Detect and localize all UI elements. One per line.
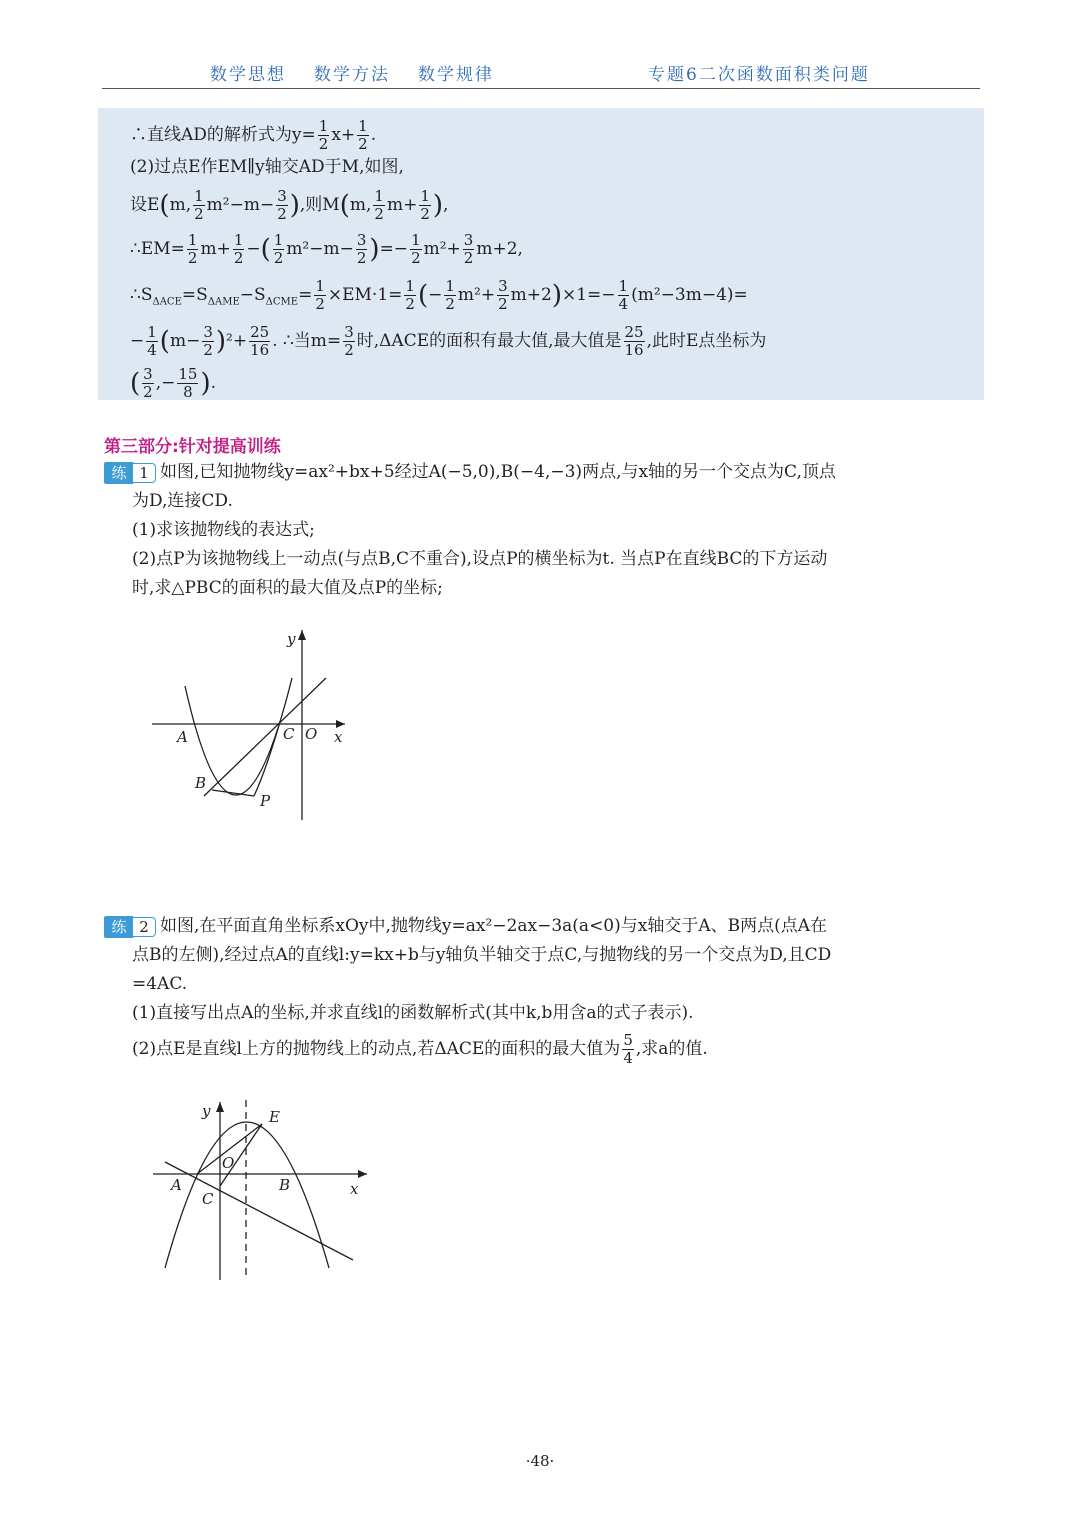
label-a: A: [171, 1176, 182, 1194]
header-tag-1: 数学思想: [210, 65, 286, 85]
exercise-1-figure: [140, 620, 360, 830]
solution-line-6: − $\frac{1}{4}$ (m− $\frac{3}{2}$ )²+ $\frac{25}{16}$ . ∴当m= $\frac{3}{2}$ 时,ΔACE的面积有最大值,最大值是 $\frac{25}{16}$ ,此时E点坐标为: [130, 323, 767, 359]
exercise-1-part-2: (2)点P为该抛物线上一动点(与点B,C不重合),设点P的横坐标为t. 当点P在直线BC的下方运动: [132, 549, 828, 569]
exercise-2-line-1: 练 2 如图,在平面直角坐标系xOy中,抛物线y=ax²−2ax−3a(a<0)与x轴交于A、B两点(点A在: [104, 912, 984, 941]
solution-line-3: 设E(m, $\frac{1}{2}$ m²−m− $\frac{3}{2}$ ),则M(m, $\frac{1}{2}$ m+ $\frac{1}{2}$ ),: [130, 187, 449, 223]
parabola: [165, 1122, 329, 1268]
label-p: P: [260, 792, 271, 810]
label-b: B: [279, 1176, 291, 1194]
label-x: x: [334, 728, 343, 746]
exercise-1-line-2: 为D,连接CD.: [132, 491, 233, 511]
label-o: O: [222, 1154, 235, 1172]
y-axis-arrow: [216, 1102, 224, 1112]
exercise-1-tag: 练 1: [104, 462, 156, 484]
line-l: [165, 1162, 353, 1260]
exercise-2-line-2: 点B的左侧),经过点A的直线l:y=kx+b与y轴负半轴交于点C,与抛物线的另一个交点为D,且CD: [132, 945, 832, 965]
solution-line-2: (2)过点E作EM∥y轴交AD于M,如图,: [130, 157, 404, 177]
running-header: [102, 56, 980, 89]
label-e: E: [269, 1108, 280, 1126]
solution-line-4: ∴EM= $\frac{1}{2}$ m+ $\frac{1}{2}$ −( $\frac{1}{2}$ m²−m− $\frac{3}{2}$ )=− $\frac{1}{2}$ m²+ $\frac{3}{2}$ m+2,: [130, 231, 523, 267]
solution-line-5: $\therefore S_{\Delta ACE}=S_{\Delta AME}-S_{\Delta CME}=$ $\frac{1}{2}$ ×EM·1= $\frac{1}{2}$ (− $\frac{1}{2}$ m²+ $\frac{3}{2}$ m+2)×1=− $\frac{1}{4}$ (m²−3m−4)=: [130, 277, 748, 313]
exercise-1-part-1: (1)求该抛物线的表达式;: [132, 520, 315, 540]
exercise-2: [104, 912, 984, 1067]
section-title: 第三部分:针对提高训练: [104, 437, 281, 457]
y-axis-arrow: [298, 630, 306, 640]
label-y: y: [202, 1102, 211, 1120]
solution-box: [98, 108, 984, 400]
label-y: y: [287, 630, 296, 648]
header-topic: 专题6二次函数面积类问题: [648, 65, 870, 85]
label-c: C: [202, 1190, 214, 1208]
exercise-2-figure: [145, 1096, 375, 1286]
label-o: O: [305, 725, 318, 743]
label-x: x: [350, 1180, 359, 1198]
x-axis-arrow: [358, 1170, 367, 1178]
label-a: A: [177, 728, 188, 746]
exercise-1-line-1: 练 1 如图,已知抛物线y=ax²+bx+5经过A(−5,0),B(−4,−3)两点,与x轴的另一个交点为C,顶点: [104, 458, 984, 487]
exercise-2-line-3: =4AC.: [132, 974, 188, 994]
x-axis-arrow: [336, 720, 345, 728]
exercise-1: [104, 458, 984, 603]
label-c: C: [283, 725, 295, 743]
solution-line-1: ∴直线AD的解析式为y= $\frac{1}{2}$ x+ $\frac{1}{2}$ .: [130, 117, 377, 153]
solution-line-7: ( $\frac{3}{2}$ ,− $\frac{15}{8}$ ).: [130, 365, 217, 401]
header-tag-3: 数学规律: [418, 65, 494, 85]
exercise-1-part-2-cont: 时,求△PBC的面积的最大值及点P的坐标;: [132, 578, 443, 598]
exercise-2-part-2: (2)点E是直线l上方的抛物线上的动点,若ΔACE的面积的最大值为 $\frac{5}{4}$ ,求a的值.: [132, 1031, 708, 1067]
header-tag-2: 数学方法: [314, 65, 390, 85]
exercise-2-part-1: (1)直接写出点A的坐标,并求直线l的函数解析式(其中k,b用含a的式子表示).: [132, 1003, 694, 1023]
label-b: B: [195, 774, 207, 792]
exercise-2-tag: 练 2: [104, 916, 156, 938]
page-number: ·48·: [525, 1452, 555, 1470]
